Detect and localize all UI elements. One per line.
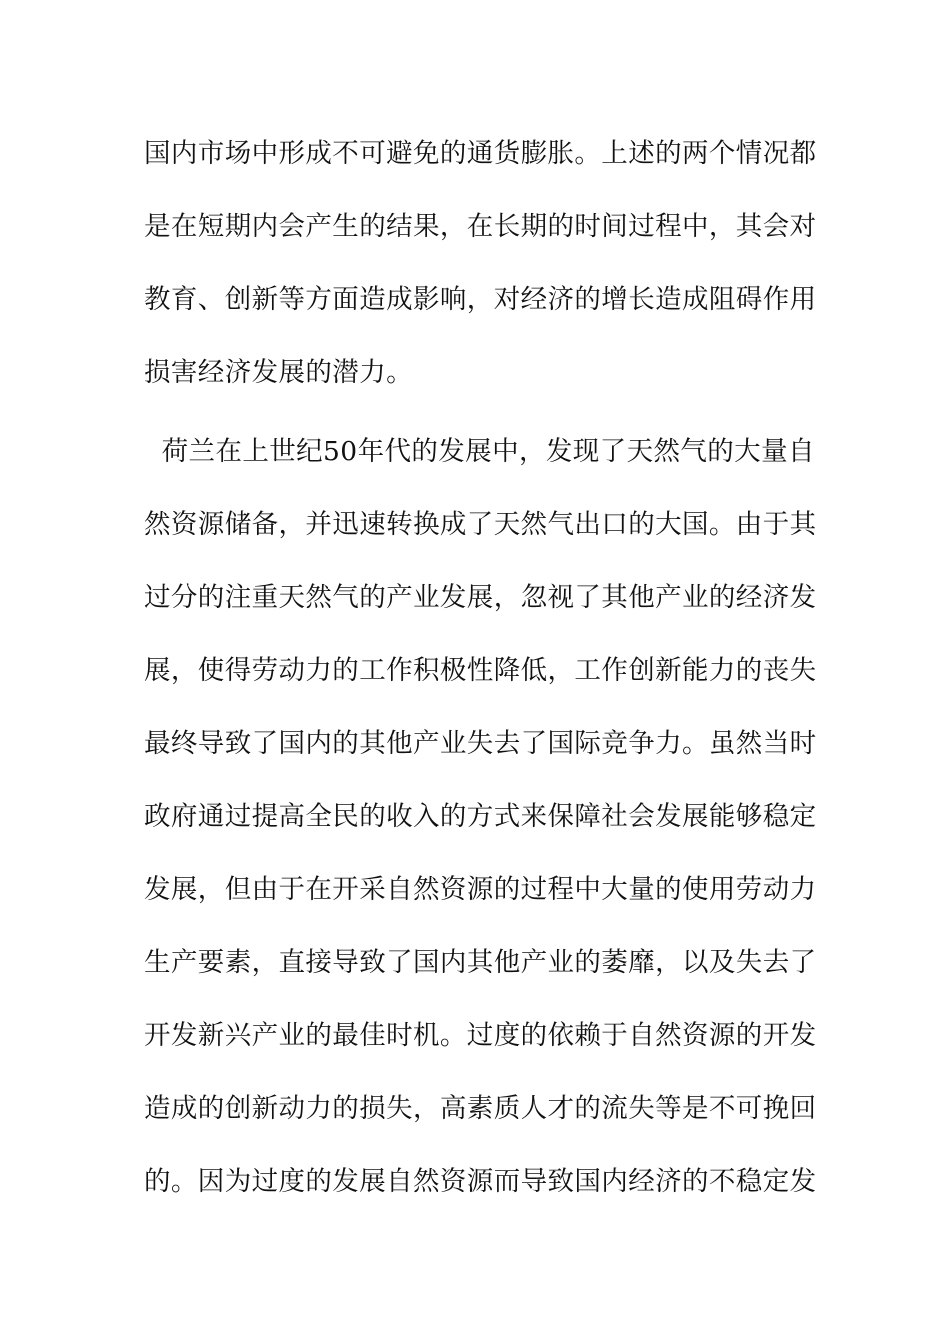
text-line: 最终导致了国内的其他产业失去了国际竞争力。虽然当时 bbox=[144, 728, 817, 759]
text-line: 开发新兴产业的最佳时机。过度的依赖于自然资源的开发 bbox=[144, 1020, 817, 1051]
text-line: 然资源储备，并迅速转换成了天然气出口的大国。由于其 bbox=[144, 509, 817, 540]
text-line: 生产要素，直接导致了国内其他产业的萎靡，以及失去了 bbox=[144, 947, 817, 978]
text-line: 政府通过提高全民的收入的方式来保障社会发展能够稳定 bbox=[144, 801, 817, 832]
text-line: 国内市场中形成不可避免的通货膨胀。上述的两个情况都 bbox=[144, 138, 817, 169]
text-line: 是在短期内会产生的结果，在长期的时间过程中，其会对 bbox=[144, 211, 817, 242]
text-line: 展，使得劳动力的工作积极性降低，工作创新能力的丧失 bbox=[144, 655, 817, 686]
text-line: 造成的创新动力的损失，高素质人才的流失等是不可挽回 bbox=[144, 1093, 817, 1124]
body-text bbox=[144, 125, 817, 1226]
text-line: 损害经济发展的潜力。 bbox=[144, 357, 413, 388]
text-line: 教育、创新等方面造成影响，对经济的增长造成阻碍作用 bbox=[144, 284, 817, 315]
paragraph-first-line: 荷兰在上世纪50年代的发展中，发现了天然气的大量自 bbox=[144, 436, 815, 467]
text-line: 过分的注重天然气的产业发展，忽视了其他产业的经济发 bbox=[144, 582, 817, 613]
text-line: 发展，但由于在开采自然资源的过程中大量的使用劳动力 bbox=[144, 874, 817, 905]
text-line: 的。因为过度的发展自然资源而导致国内经济的不稳定发 bbox=[144, 1166, 817, 1197]
